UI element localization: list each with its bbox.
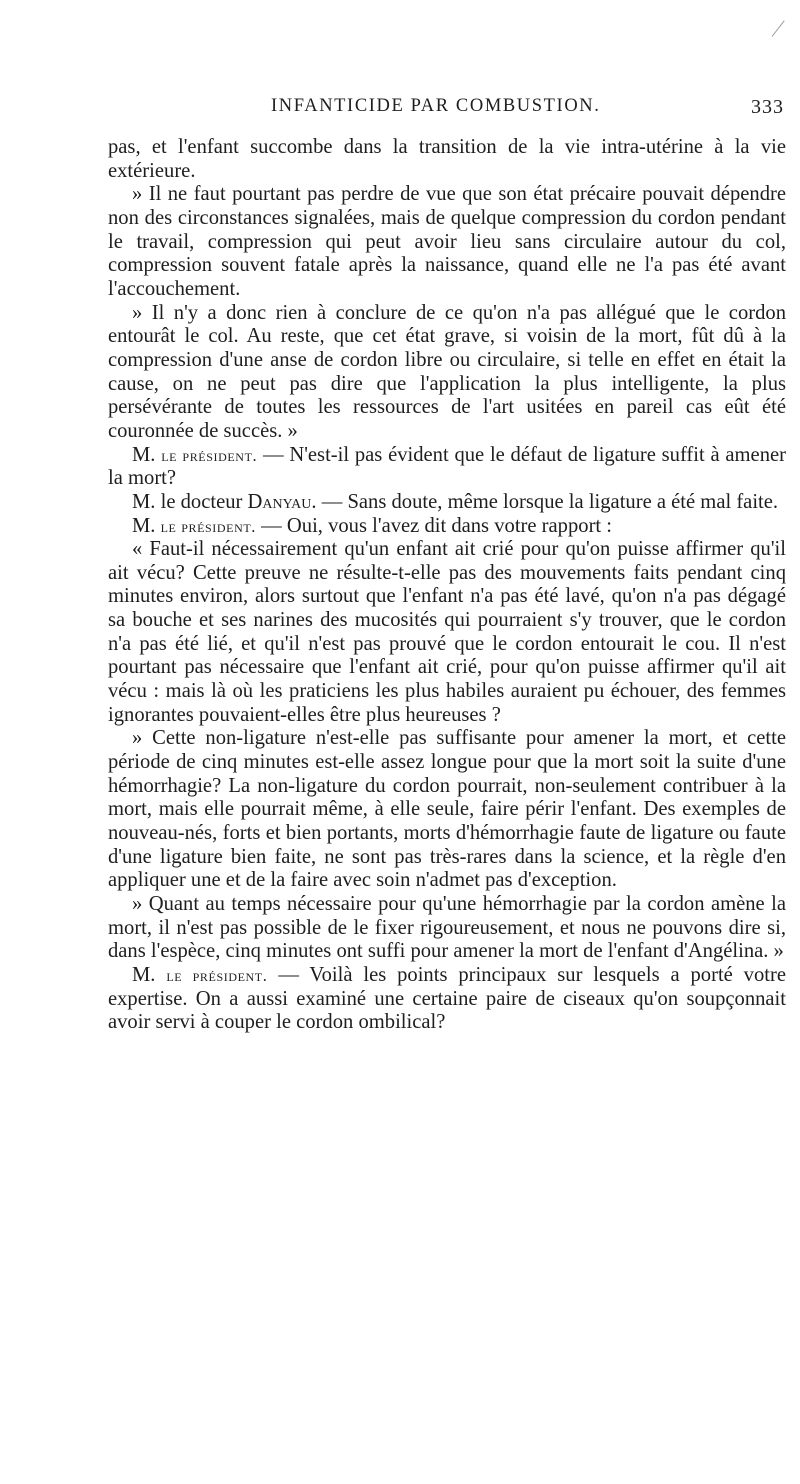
speaker-label: le président.	[166, 965, 268, 985]
paragraph-2	[108, 183, 786, 301]
speaker-label: le président.	[160, 516, 256, 536]
paragraph-10	[108, 964, 786, 1035]
paragraph-9-text: » Quant au temps nécessaire pour qu'une hémorrhagie par la cordon amène la mort, il n'est pas possible de le fixer rigoureusement, et nous ne pouvons dire si, dans l'espèce, cinq minutes ont suffi pour amener la mort de l'enfant d'Angélina. »	[108, 893, 786, 963]
page-number: 333	[751, 96, 784, 118]
paragraph-10-text: — Voilà les points principaux sur lesquels a porté votre expertise. On a aussi examiné une certaine paire de ciseaux qu'on soupçonnait avoir servi à couper le cordon ombilical?	[108, 963, 786, 1034]
paragraph-4	[108, 444, 786, 491]
paragraph-7-text: « Faut-il nécessairement qu'un enfant ait crié pour qu'on puisse affirmer qu'il ait vécu? Cette preuve ne résulte-t-elle pas des mouvements faits pendant cinq minutes environ, alors surtout que l'enfant n'a pas été lavé, qu'on n'a pas dégagé sa bouche et ses narines des mucosités qui pourraient s'y trouver, que le cordon n'a pas été lié, et qu'il n'est pas prouvé que le cordon entourait le cou. Il n'est pourtant pas nécessaire que l'enfant ait crié, pour qu'on puisse affirmer qu'il ait vécu : mais là où les praticiens les plus habiles auraient pu échouer, des femmes ignorantes pouvaient-elles être plus heureuses ?	[108, 538, 786, 726]
speaker-prefix: M.	[132, 514, 156, 537]
paragraph-6-text: — Oui, vous l'avez dit dans votre rapport :	[261, 514, 613, 537]
page-header	[0, 96, 800, 126]
speaker-label: Danyau.	[247, 490, 317, 513]
paragraph-5	[108, 491, 786, 515]
paragraph-8-text: » Cette non-ligature n'est-elle pas suffisante pour amener la mort, et cette période de cinq minutes est-elle assez longue pour que la mort soit la suite d'une hémorrhagie? La non-ligature du cordon pourrait, non-seulement contribuer à la mort, mais elle pourrait même, à elle seule, faire périr l'enfant. Des exemples de nouveau-nés, forts et bien portants, morts d'hémorrhagie faute de ligature ou faute d'une ligature bien faite, ne sont pas très-rares dans la science, et la règle d'en appliquer une et de la faire avec soin n'admet pas d'exception.	[108, 727, 786, 892]
speaker-prefix: M.	[132, 443, 156, 466]
paragraph-8	[108, 727, 786, 893]
paragraph-6	[108, 515, 786, 539]
paragraph-2-text: » Il ne faut pourtant pas perdre de vue que son état précaire pouvait dépendre non des circonstances signalées, mais de quelque compression du cordon pendant le travail, compression qui peut avoir lieu sans circulaire autour du col, compression souvent fatale après la naissance, quand elle ne l'a pas été avant l'accouchement.	[108, 183, 786, 300]
paragraph-3	[108, 302, 786, 444]
paragraph-9	[108, 893, 786, 964]
paragraph-4-text: — N'est-il pas évident que le défaut de ligature suffit à amener la mort?	[108, 443, 786, 490]
paragraph-3-text: » Il n'y a donc rien à conclure de ce qu'on n'a pas allégué que le cordon entourât le col. Au reste, que cet état grave, si voisin de la mort, fût dû à la compression d'une anse de cordon libre ou circulaire, si telle en effet en était la cause, on ne peut pas dire que l'application la plus intelligente, la plus persévérante de toutes les ressources de l'art usitées en pareil cas eût été couronnée de succès. »	[108, 301, 786, 442]
speaker-prefix: M.	[132, 963, 156, 986]
page-body	[108, 136, 786, 1035]
speaker-label: le président.	[161, 445, 258, 465]
speaker-prefix: M. le docteur	[132, 490, 243, 513]
paragraph-5-text: — Sans doute, même lorsque la ligature a été mal faite.	[321, 490, 779, 513]
corner-pencil-mark	[772, 20, 785, 36]
paragraph-7	[108, 538, 786, 727]
running-title: INFANTICIDE PAR COMBUSTION.	[271, 96, 601, 116]
paragraph-1-text: pas, et l'enfant succombe dans la transition de la vie intra-utérine à la vie extérieure.	[108, 136, 786, 182]
paragraph-1	[108, 136, 786, 183]
